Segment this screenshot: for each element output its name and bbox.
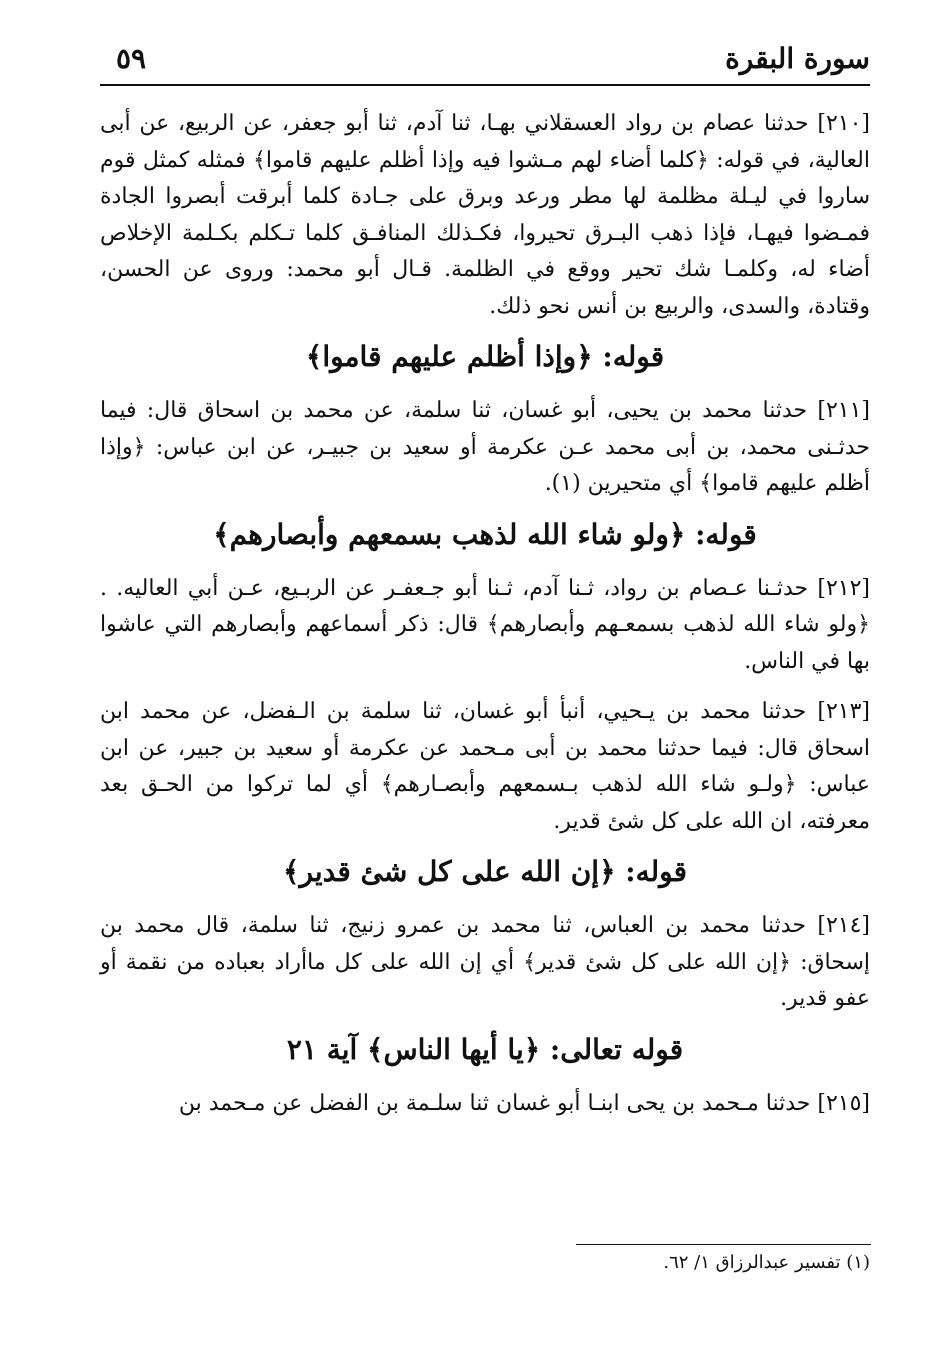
narration-214: [٢١٤] حدثنا محمد بن العباس، ثنا محمد بن عمرو زنيج، ثنا سلمة، قال محمد بن إسحاق: ﴿إن الله على كل شئ قدير﴾ أي إن الله على كل ماأراد بعباده من نقمة أو عفو قدير. [100,913,870,1011]
footnote-divider [576,1244,871,1245]
section-heading: قوله: ﴿إن الله على كل شئ قدير﴾ [283,855,687,888]
narration-211: [٢١١] حدثنا محمد بن يحيى، أبو غسان، ثنا سلمة، عن محمد بن اسحاق قال: فيما حدثـنى محمد، بن أبى محمد عـن عكرمة أو سعيد بن جبيـر، عن ابن عباس: ﴿وإذا أظلم عليهم قاموا﴾ أي متحيرين (١). [100,398,870,496]
page-body [100,106,870,1136]
section-heading: قوله: ﴿وإذا أظلم عليهم قاموا﴾ [305,340,665,373]
footnote: (١) تفسير عبدالرزاق ١/ ٦٢. [663,1252,870,1273]
surah-title: سورة البقرة [725,42,870,75]
narration-215: [٢١٥] حدثنا مـحمد بن يحى ابنـا أبو غسان ثنا سلـمة بن الفضل عن مـحمد بن [178,1090,870,1116]
narration-213: [٢١٣] حدثنا محمد بن يـحيي، أنبأ أبو غسان، ثنا سلمة بن الـفضل، عن محمد ابن اسحاق قال: فيما حدثنا محمد بن أبى مـحمد عن عكرمة أو سعيد بن جبير، عن ابن عباس: ﴿ولـو شاء الله لذهب بـسمعهم وأبصـارهم﴾ أي لما تركوا من الحـق بعد معرفته، ان الله على كل شئ قدير. [100,699,870,834]
narration-210: [٢١٠] حدثنا عصام بن رواد العسقلاني بهـا، ثنا آدم، ثنا أبو جعفر، عن الربيع، عن أبى العالية، في قوله: ﴿كلما أضاء لهم مـشوا فيه وإذا أظلم عليهم قاموا﴾ فمثله كمثل قوم ساروا في ليـلة مظلمة لها مطر ورعد وبرق على جـادة كلما أبرقت أبصروا الجادة فمـضوا فيهـا، فإذا ذهب البـرق تحيروا، فكـذلك المنافـق كلما تـكلم بكـلمة الإخلاص أضاء له، وكلمـا شك تحير ووقع في الظلمة. قـال أبو محمد: وروى عن الحسن، وقتادة، والسدى، والربيع بن أنس نحو ذلك. [100,111,870,319]
page-header [100,36,870,86]
section-heading: قوله: ﴿ولو شاء الله لذهب بسمعهم وأبصارهم﴾ [213,517,757,551]
narration-212: [٢١٢] حدثـنا عـصام بن رواد، ثـنا آدم، ثـنا أبو جـعفـر عن الربـيع، عـن أبي العاليه. . ﴿ولو شاء الله لذهب بسمعـهم وأبصارهم﴾ قال: ذكر أسماعهم وأبصارهم التي عاشوا بها في الناس. [100,575,870,674]
page-number: ٥٩ [116,42,147,75]
section-heading: قوله تعالى: ﴿يا أيها الناس﴾ آية ٢١ [286,1032,684,1066]
